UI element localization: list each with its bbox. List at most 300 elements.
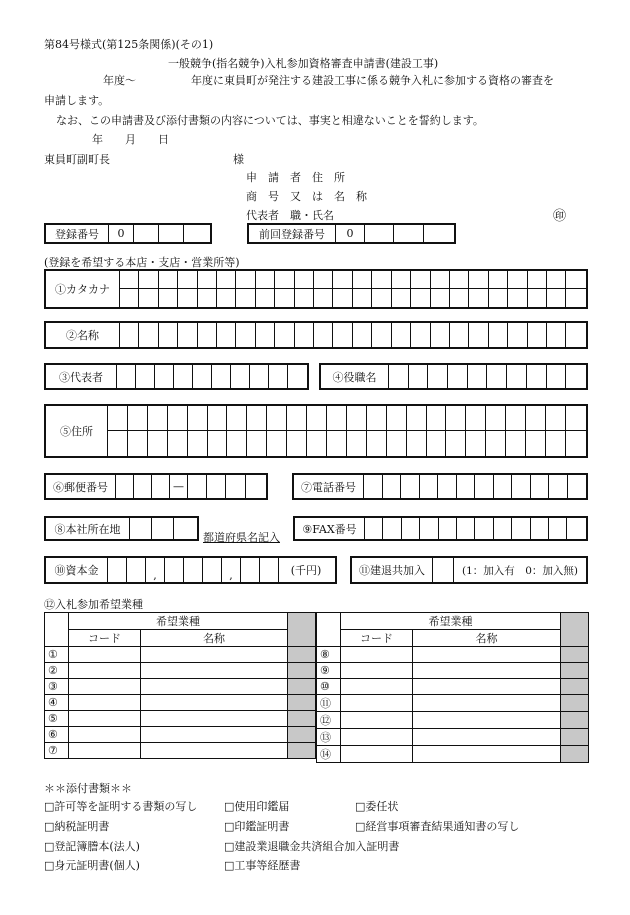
katakana-cell[interactable]	[450, 289, 469, 307]
row-number-header	[317, 613, 341, 647]
address-cell[interactable]	[168, 431, 188, 456]
row-number: ⑭	[317, 746, 341, 763]
address-cell[interactable]	[367, 431, 387, 456]
postal-cell[interactable]	[116, 475, 134, 498]
representative-grid[interactable]	[117, 365, 307, 388]
katakana-cell[interactable]	[353, 289, 372, 307]
registration-number-box	[44, 223, 212, 244]
intro-line-3: なお、この申請書及び添付書類の内容については、事実と相違ないことを誓約します。	[56, 114, 484, 127]
industry-code-cell[interactable]	[69, 679, 141, 695]
job-title-cell[interactable]	[566, 365, 586, 388]
name-cell[interactable]	[411, 323, 430, 347]
postal-code-field[interactable]	[44, 473, 268, 500]
katakana-label: ①カタカナ	[46, 271, 120, 307]
katakana-cell[interactable]	[431, 289, 450, 307]
address-cell[interactable]	[387, 406, 407, 430]
postal-cell[interactable]	[207, 475, 226, 498]
fax-label: ⑨FAX番号	[295, 518, 365, 539]
industry-name-cell[interactable]	[141, 647, 288, 663]
name-field[interactable]	[44, 321, 588, 349]
address-cell[interactable]	[526, 406, 546, 430]
fax-cell[interactable]	[439, 518, 457, 539]
phone-cell[interactable]	[512, 475, 531, 498]
katakana-cell[interactable]	[528, 271, 547, 288]
industry-name-cell[interactable]	[141, 727, 288, 743]
address-cell[interactable]	[466, 431, 486, 456]
postal-cell[interactable]	[246, 475, 266, 498]
name-cell[interactable]	[469, 323, 488, 347]
address-cell[interactable]	[446, 406, 466, 430]
katakana-cell[interactable]	[566, 271, 585, 288]
shaded-cell	[561, 663, 589, 679]
katakana-cell[interactable]	[295, 271, 314, 288]
postal-cell[interactable]	[134, 475, 152, 498]
capital-cell[interactable]	[241, 558, 260, 582]
industries-table-left	[44, 612, 316, 759]
name-cell[interactable]	[275, 323, 294, 347]
industries-title: ⑫入札参加希望業種	[44, 598, 143, 611]
katakana-cell[interactable]	[236, 271, 255, 288]
registration-number-value[interactable]: 0	[109, 225, 134, 242]
industry-name-cell[interactable]	[413, 746, 561, 763]
katakana-cell[interactable]	[217, 289, 236, 307]
address-cell[interactable]	[227, 406, 247, 430]
name-cell[interactable]	[450, 323, 469, 347]
attachment-checkbox[interactable]: □身元証明書(個人)	[44, 859, 140, 872]
address-cell[interactable]	[427, 406, 447, 430]
industry-name-cell[interactable]	[413, 647, 561, 663]
row-number: ③	[45, 679, 69, 695]
registration-number-cell[interactable]	[159, 225, 184, 242]
address-cell[interactable]	[446, 431, 466, 456]
address-cell[interactable]	[486, 431, 506, 456]
row-number: ⑬	[317, 729, 341, 746]
address-field[interactable]	[44, 404, 588, 458]
address-cell[interactable]	[387, 431, 407, 456]
address-cell[interactable]	[247, 431, 267, 456]
phone-cell[interactable]	[420, 475, 439, 498]
katakana-cell[interactable]	[139, 289, 158, 307]
address-cell[interactable]	[566, 406, 586, 430]
industry-row	[317, 746, 589, 763]
address-cell[interactable]	[208, 406, 228, 430]
phone-label: ⑦電話番号	[294, 475, 364, 498]
capital-cell[interactable]	[203, 558, 222, 582]
address-cell[interactable]	[108, 406, 128, 430]
industry-code-cell[interactable]	[341, 647, 413, 663]
katakana-cell[interactable]	[198, 289, 217, 307]
name-cell[interactable]	[120, 323, 139, 347]
address-cell[interactable]	[546, 431, 566, 456]
fax-cell[interactable]	[531, 518, 549, 539]
katakana-cell[interactable]	[508, 271, 527, 288]
phone-cell[interactable]	[457, 475, 476, 498]
industry-name-cell[interactable]	[141, 711, 288, 727]
job-title-cell[interactable]	[547, 365, 567, 388]
address-cell[interactable]	[466, 406, 486, 430]
address-cell[interactable]	[148, 431, 168, 456]
industry-name-cell[interactable]	[413, 679, 561, 695]
address-cell[interactable]	[227, 431, 247, 456]
job-title-cell[interactable]	[409, 365, 429, 388]
shaded-cell	[288, 727, 316, 743]
industry-row	[45, 711, 316, 727]
registration-number-cell[interactable]	[184, 225, 210, 242]
kentaikyo-field[interactable]	[350, 556, 588, 584]
address-cell[interactable]	[188, 406, 208, 430]
katakana-cell[interactable]	[353, 271, 372, 288]
industry-code-cell[interactable]	[341, 729, 413, 746]
representative-cell[interactable]	[155, 365, 174, 388]
phone-cell[interactable]	[475, 475, 494, 498]
katakana-cell[interactable]	[431, 271, 450, 288]
job-title-cell[interactable]	[487, 365, 507, 388]
shaded-cell	[288, 711, 316, 727]
katakana-cell[interactable]	[508, 289, 527, 307]
job-title-cell[interactable]	[468, 365, 488, 388]
attachment-checkbox[interactable]: □委任状	[355, 800, 399, 813]
industry-row	[45, 695, 316, 711]
katakana-cell[interactable]	[528, 289, 547, 307]
previous-registration-cell[interactable]	[394, 225, 424, 242]
representative-cell[interactable]	[193, 365, 212, 388]
industry-name-cell[interactable]	[141, 743, 288, 759]
capital-cell[interactable]	[184, 558, 203, 582]
registration-number-cell[interactable]	[134, 225, 159, 242]
katakana-cell[interactable]	[178, 289, 197, 307]
attachment-checkbox[interactable]: □工事等経歴書	[224, 859, 301, 872]
row-number: ⑩	[317, 679, 341, 695]
katakana-cell[interactable]	[159, 271, 178, 288]
fax-cell[interactable]	[420, 518, 438, 539]
name-cell[interactable]	[139, 323, 158, 347]
previous-registration-box	[247, 223, 456, 244]
row-number: ⑦	[45, 743, 69, 759]
representative-cell[interactable]	[212, 365, 231, 388]
kentaikyo-label: ⑪建退共加入	[352, 558, 433, 582]
fax-cell[interactable]	[383, 518, 401, 539]
katakana-cell[interactable]	[392, 289, 411, 307]
industry-row	[317, 729, 589, 746]
address-cell[interactable]	[427, 431, 447, 456]
job-title-cell[interactable]	[428, 365, 448, 388]
name-cell[interactable]	[489, 323, 508, 347]
representative-cell[interactable]	[117, 365, 136, 388]
shaded-cell	[561, 695, 589, 712]
fax-cell[interactable]	[365, 518, 383, 539]
industry-name-cell[interactable]	[141, 695, 288, 711]
name-cell[interactable]	[159, 323, 178, 347]
address-cell[interactable]	[287, 431, 307, 456]
row-number: ②	[45, 663, 69, 679]
katakana-cell[interactable]	[547, 271, 566, 288]
katakana-cell[interactable]	[411, 289, 430, 307]
attachment-checkbox[interactable]: □建設業退職金共済組合加入証明書	[224, 840, 400, 853]
industry-code-cell[interactable]	[69, 647, 141, 663]
fax-cell[interactable]	[457, 518, 475, 539]
phone-cell[interactable]	[383, 475, 402, 498]
katakana-cell[interactable]	[314, 271, 333, 288]
industry-row	[45, 743, 316, 759]
katakana-cell[interactable]	[372, 271, 391, 288]
row-number-header	[45, 613, 69, 647]
katakana-cell[interactable]	[236, 289, 255, 307]
postal-cell[interactable]	[188, 475, 207, 498]
kentaikyo-input-cell[interactable]	[433, 558, 454, 582]
katakana-field[interactable]	[44, 269, 588, 309]
attachment-checkbox[interactable]: □許可等を証明する書類の写し	[44, 800, 198, 813]
name-cell[interactable]	[392, 323, 411, 347]
row-number: ⑪	[317, 695, 341, 712]
katakana-cell[interactable]	[392, 271, 411, 288]
attachments-title: ＊＊添付書類＊＊	[44, 782, 132, 795]
industry-name-cell[interactable]	[413, 729, 561, 746]
address-grid[interactable]	[108, 406, 586, 456]
address-cell[interactable]	[347, 431, 367, 456]
representative-cell[interactable]	[174, 365, 193, 388]
industry-code-cell[interactable]	[69, 743, 141, 759]
previous-registration-value[interactable]: 0	[336, 225, 365, 242]
katakana-cell[interactable]	[275, 289, 294, 307]
katakana-cell[interactable]	[469, 271, 488, 288]
katakana-cell[interactable]	[275, 271, 294, 288]
name-cell[interactable]	[508, 323, 527, 347]
attachment-checkbox[interactable]: □納税証明書	[44, 820, 110, 833]
katakana-cell[interactable]	[198, 271, 217, 288]
phone-cell[interactable]	[531, 475, 550, 498]
name-cell[interactable]	[547, 323, 566, 347]
address-cell[interactable]	[506, 431, 526, 456]
postal-cell[interactable]	[152, 475, 170, 498]
phone-field[interactable]	[292, 473, 588, 500]
phone-cell[interactable]	[549, 475, 568, 498]
capital-field[interactable]	[44, 556, 337, 584]
hq-location-cell[interactable]	[174, 518, 197, 539]
address-cell[interactable]	[247, 406, 267, 430]
phone-cell[interactable]	[494, 475, 513, 498]
capital-comma-1: ,	[146, 558, 165, 582]
katakana-cell[interactable]	[469, 289, 488, 307]
industry-code-cell[interactable]	[341, 712, 413, 729]
postal-cell[interactable]	[226, 475, 246, 498]
representative-cell[interactable]	[269, 365, 288, 388]
address-cell[interactable]	[486, 406, 506, 430]
address-cell[interactable]	[307, 431, 327, 456]
katakana-cell[interactable]	[450, 271, 469, 288]
industry-name-cell[interactable]	[413, 695, 561, 712]
address-cell[interactable]	[128, 431, 148, 456]
katakana-cell[interactable]	[489, 271, 508, 288]
katakana-cell[interactable]	[159, 289, 178, 307]
shaded-cell	[561, 647, 589, 663]
katakana-cell[interactable]	[333, 271, 352, 288]
applicant-company-label: 商 号 又 は 名 称	[246, 190, 367, 203]
seal-mark: ㊞	[553, 209, 567, 224]
katakana-cell[interactable]	[547, 289, 566, 307]
honorific: 様	[233, 153, 244, 166]
name-cell[interactable]	[314, 323, 333, 347]
row-number: ⑧	[317, 647, 341, 663]
katakana-cell[interactable]	[256, 289, 275, 307]
industry-code-cell[interactable]	[69, 711, 141, 727]
code-header: コード	[341, 630, 413, 647]
katakana-cell[interactable]	[120, 289, 139, 307]
name-label: ②名称	[46, 323, 120, 347]
representative-label: ③代表者	[46, 365, 117, 388]
address-cell[interactable]	[267, 406, 287, 430]
katakana-cell[interactable]	[256, 271, 275, 288]
address-cell[interactable]	[566, 431, 586, 456]
capital-cell[interactable]	[108, 558, 127, 582]
address-cell[interactable]	[407, 406, 427, 430]
fax-cell[interactable]	[475, 518, 493, 539]
industry-row	[317, 663, 589, 679]
name-cell[interactable]	[431, 323, 450, 347]
capital-cell[interactable]	[127, 558, 146, 582]
name-grid[interactable]	[120, 323, 586, 347]
capital-cell[interactable]	[165, 558, 184, 582]
katakana-cell[interactable]	[295, 289, 314, 307]
industry-row	[317, 679, 589, 695]
hq-location-cell[interactable]	[130, 518, 152, 539]
fax-cell[interactable]	[402, 518, 420, 539]
name-cell[interactable]	[295, 323, 314, 347]
address-cell[interactable]	[367, 406, 387, 430]
katakana-cell[interactable]	[120, 271, 139, 288]
katakana-cell[interactable]	[489, 289, 508, 307]
industry-code-cell[interactable]	[341, 679, 413, 695]
katakana-cell[interactable]	[139, 271, 158, 288]
phone-cell[interactable]	[364, 475, 383, 498]
address-cell[interactable]	[327, 406, 347, 430]
capital-label: ⑩資本金	[46, 558, 108, 582]
prefecture-note: 都道府県名記入	[203, 531, 280, 544]
name-cell[interactable]	[236, 323, 255, 347]
name-cell[interactable]	[217, 323, 236, 347]
fax-cell[interactable]	[549, 518, 567, 539]
representative-cell[interactable]	[136, 365, 155, 388]
shaded-cell	[288, 679, 316, 695]
name-cell[interactable]	[353, 323, 372, 347]
industry-name-cell[interactable]	[141, 679, 288, 695]
address-cell[interactable]	[506, 406, 526, 430]
address-cell[interactable]	[546, 406, 566, 430]
intro-line-1: 年度〜 年度に東員町が発注する建設工事に係る競争入札に参加する資格の審査を	[103, 74, 554, 87]
fax-cell[interactable]	[494, 518, 512, 539]
hq-location-field[interactable]	[44, 516, 199, 541]
registration-number-label: 登録番号	[46, 225, 109, 242]
address-cell[interactable]	[307, 406, 327, 430]
industry-name-cell[interactable]	[413, 663, 561, 679]
katakana-cell[interactable]	[178, 271, 197, 288]
name-cell[interactable]	[178, 323, 197, 347]
industry-name-cell[interactable]	[413, 712, 561, 729]
industry-row	[45, 679, 316, 695]
industry-row	[45, 727, 316, 743]
phone-grid[interactable]	[364, 475, 586, 498]
address-cell[interactable]	[208, 431, 228, 456]
industry-code-cell[interactable]	[341, 663, 413, 679]
address-cell[interactable]	[287, 406, 307, 430]
address-cell[interactable]	[327, 431, 347, 456]
attachment-checkbox[interactable]: □印鑑証明書	[224, 820, 290, 833]
shaded-cell	[288, 743, 316, 759]
address-cell[interactable]	[128, 406, 148, 430]
previous-registration-cell[interactable]	[365, 225, 394, 242]
industry-code-cell[interactable]	[341, 695, 413, 712]
industry-row	[45, 663, 316, 679]
job-title-cell[interactable]	[448, 365, 468, 388]
job-title-cell[interactable]	[389, 365, 409, 388]
industry-name-cell[interactable]	[141, 663, 288, 679]
attachment-checkbox[interactable]: □経営事項審査結果通知書の写し	[355, 820, 520, 833]
name-cell[interactable]	[198, 323, 217, 347]
katakana-grid[interactable]	[120, 271, 586, 307]
address-cell[interactable]	[347, 406, 367, 430]
phone-cell[interactable]	[401, 475, 420, 498]
name-cell[interactable]	[333, 323, 352, 347]
address-cell[interactable]	[148, 406, 168, 430]
fax-cell[interactable]	[567, 518, 585, 539]
name-cell[interactable]	[372, 323, 391, 347]
fax-cell[interactable]	[512, 518, 530, 539]
representative-cell[interactable]	[250, 365, 269, 388]
phone-cell[interactable]	[568, 475, 587, 498]
katakana-cell[interactable]	[372, 289, 391, 307]
katakana-cell[interactable]	[566, 289, 585, 307]
address-cell[interactable]	[188, 431, 208, 456]
industry-code-cell[interactable]	[69, 727, 141, 743]
representative-cell[interactable]	[288, 365, 307, 388]
attachment-checkbox[interactable]: □登記簿謄本(法人)	[44, 840, 140, 853]
representative-field[interactable]	[44, 363, 309, 390]
address-cell[interactable]	[526, 431, 546, 456]
job-title-cell[interactable]	[527, 365, 547, 388]
job-title-field[interactable]	[319, 363, 588, 390]
shaded-cell	[561, 746, 589, 763]
attachment-checkbox[interactable]: □使用印鑑届	[224, 800, 290, 813]
phone-cell[interactable]	[438, 475, 457, 498]
representative-cell[interactable]	[231, 365, 250, 388]
name-cell[interactable]	[566, 323, 585, 347]
address-label: ⑤住所	[46, 406, 108, 456]
industry-code-cell[interactable]	[69, 663, 141, 679]
fax-grid[interactable]	[365, 518, 586, 539]
previous-registration-cell[interactable]	[424, 225, 454, 242]
industry-code-cell[interactable]	[341, 746, 413, 763]
job-title-grid[interactable]	[389, 365, 586, 388]
row-number: ①	[45, 647, 69, 663]
name-cell[interactable]	[528, 323, 547, 347]
katakana-cell[interactable]	[411, 271, 430, 288]
shaded-column	[288, 613, 316, 647]
industry-code-cell[interactable]	[69, 695, 141, 711]
address-cell[interactable]	[168, 406, 188, 430]
shaded-cell	[561, 729, 589, 746]
katakana-cell[interactable]	[217, 271, 236, 288]
job-title-cell[interactable]	[507, 365, 527, 388]
fax-field[interactable]	[293, 516, 588, 541]
capital-cell[interactable]	[260, 558, 279, 582]
katakana-cell[interactable]	[314, 289, 333, 307]
shaded-cell	[561, 679, 589, 695]
address-cell[interactable]	[267, 431, 287, 456]
name-cell[interactable]	[256, 323, 275, 347]
address-cell[interactable]	[407, 431, 427, 456]
address-cell[interactable]	[108, 431, 128, 456]
katakana-cell[interactable]	[333, 289, 352, 307]
hq-location-cell[interactable]	[152, 518, 174, 539]
